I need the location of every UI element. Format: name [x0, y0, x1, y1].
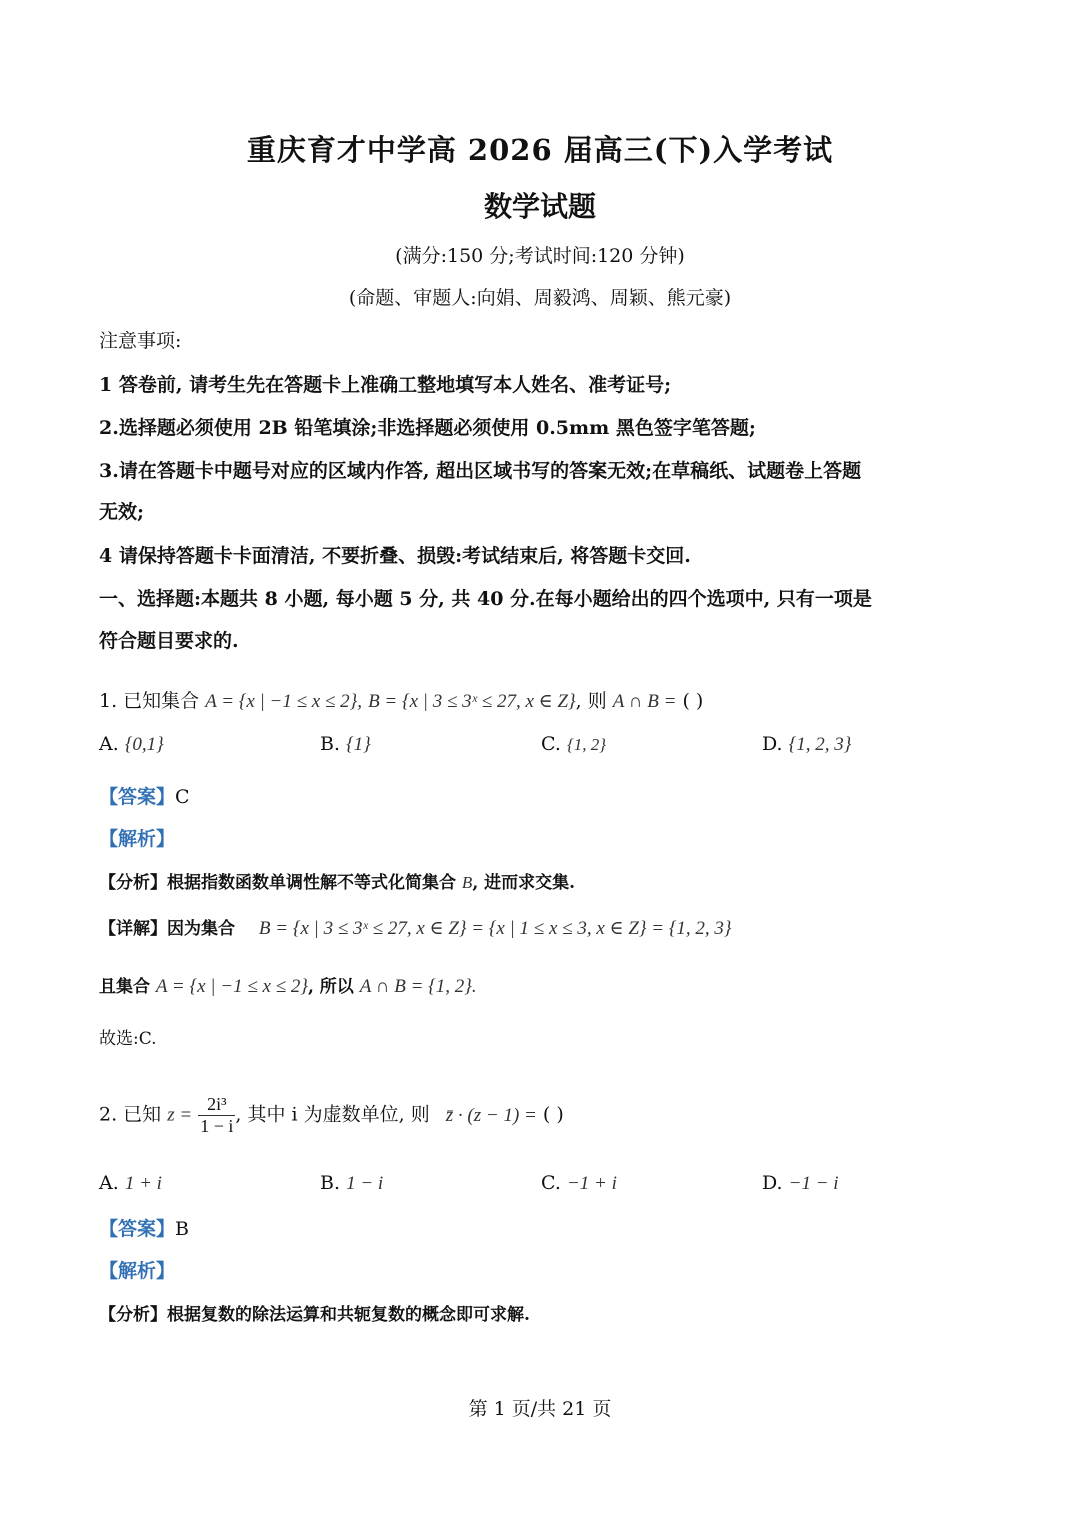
question-2-stem: [99, 1094, 979, 1137]
suoyi-text: , 所以: [307, 977, 354, 997]
question-2-fraction: [198, 1094, 235, 1137]
notice-item-3-cont: 无效;: [99, 501, 145, 523]
question-2-option-d: [762, 1172, 839, 1195]
notice-item-1: 1 答卷前, 请考生先在答题卡上准确工整地填写本人姓名、准考证号;: [99, 374, 672, 396]
question-2-expr: z̄ · (z − 1) =: [445, 1104, 537, 1126]
question-2-blank: ( ): [542, 1103, 564, 1126]
question-2-fenxi: [99, 1300, 979, 1325]
fenxi-text-end: , 进而求交集.: [472, 873, 576, 893]
question-2-z-eq: z =: [167, 1104, 193, 1126]
question-1-analysis-heading: [99, 824, 979, 851]
fenxi-var: B: [461, 873, 473, 892]
option-label: D.: [762, 1172, 783, 1194]
question-2-option-c: [541, 1172, 617, 1195]
answer-value: C: [175, 786, 190, 808]
exam-title: 重庆育才中学高 2026 届高三(下)入学考试: [246, 133, 834, 167]
question-2-analysis-heading: [99, 1256, 979, 1283]
question-1-xiangjie: [99, 914, 979, 940]
section-1-heading-cont: 符合题目要求的.: [99, 630, 239, 652]
page-footer: 第 1 页/共 21 页: [468, 1398, 612, 1420]
xiangjie-text: 因为集合: [167, 919, 235, 939]
exam-authors: (命题、审题人:向娟、周毅鸿、周颖、熊元豪): [348, 287, 732, 309]
question-1-answer: [99, 782, 979, 809]
qie-math: A = {x | −1 ≤ x ≤ 2}: [155, 976, 308, 997]
question-1-expr: A ∩ B =: [612, 691, 677, 712]
suoyi-math: A ∩ B = {1, 2}.: [359, 976, 477, 997]
notice-item-2: 2.选择题必须使用 2B 铅笔填涂;非选择题必须使用 0.5mm 黑色签字笔答题;: [99, 417, 756, 439]
question-1-conclusion: 故选:C.: [99, 1029, 157, 1049]
option-value: −1 + i: [566, 1173, 617, 1194]
option-value: {1, 2}: [566, 735, 607, 754]
option-value: 1 − i: [346, 1173, 384, 1194]
answer-value: B: [175, 1218, 189, 1240]
xiangjie-tag: 【详解】: [99, 919, 167, 939]
question-1-then: , 则: [575, 690, 607, 712]
option-label: B.: [320, 733, 341, 755]
notice-heading: 注意事项:: [99, 330, 182, 352]
option-value: {0,1}: [124, 734, 164, 755]
question-1-separator: ,: [357, 691, 363, 712]
question-2-answer: [99, 1214, 979, 1241]
option-label: C.: [541, 733, 561, 755]
question-1-fenxi: [99, 868, 979, 893]
fenxi-tag: 【分析】: [99, 873, 167, 893]
fenxi-text: 根据指数函数单调性解不等式化简集合: [167, 873, 456, 893]
question-1-stem: [99, 686, 979, 713]
answer-tag: 【答案】: [99, 786, 176, 808]
section-1-heading: 一、选择题:本题共 8 小题, 每小题 5 分, 共 40 分.在每小题给出的四个选项中, 只有一项是: [99, 588, 872, 610]
question-2-prefix: 2. 已知: [99, 1103, 162, 1126]
question-1-set-b: B = {x | 3 ≤ 3ˣ ≤ 27, x ∈ Z}: [368, 691, 576, 712]
analysis-tag: 【解析】: [99, 828, 176, 850]
option-label: D.: [762, 733, 783, 755]
exam-score-time: (满分:150 分;考试时间:120 分钟): [395, 245, 685, 267]
answer-tag: 【答案】: [99, 1218, 176, 1240]
option-value: {1, 2, 3}: [788, 734, 852, 755]
option-label: A.: [99, 733, 119, 755]
notice-item-3: 3.请在答题卡中题号对应的区域内作答, 超出区域书写的答案无效;在草稿纸、试题卷上答题: [99, 460, 862, 482]
question-1-prefix: 1. 已知集合: [99, 690, 200, 712]
question-2-option-a: [99, 1172, 162, 1195]
question-2-mid: , 其中 i 为虚数单位, 则: [235, 1103, 430, 1126]
question-1-blank: ( ): [682, 690, 704, 712]
question-1-option-b: [320, 733, 371, 756]
fenxi-tag: 【分析】: [99, 1305, 167, 1325]
question-1-option-a: [99, 733, 164, 756]
question-1-set-a: A = {x | −1 ≤ x ≤ 2}: [205, 691, 358, 712]
qie-text: 且集合: [99, 977, 150, 997]
option-value: {1}: [346, 734, 371, 755]
fraction-numerator: 2i³: [198, 1094, 235, 1116]
question-1-option-c: [541, 733, 606, 755]
notice-item-4: 4 请保持答题卡卡面清洁, 不要折叠、损毁:考试结束后, 将答题卡交回.: [99, 545, 691, 567]
question-1-qie: [99, 972, 979, 998]
question-2-option-b: [320, 1172, 383, 1195]
option-label: C.: [541, 1172, 561, 1194]
option-value: −1 − i: [788, 1173, 839, 1194]
option-value: 1 + i: [124, 1173, 162, 1194]
fenxi-text: 根据复数的除法运算和共轭复数的概念即可求解.: [167, 1305, 530, 1325]
exam-subtitle: 数学试题: [483, 190, 596, 223]
question-1-option-d: [762, 733, 851, 756]
fraction-denominator: 1 − i: [200, 1116, 234, 1136]
xiangjie-math: B = {x | 3 ≤ 3ˣ ≤ 27, x ∈ Z} = {x | 1 ≤ x ≤ 3, x ∈ Z} = {1, 2, 3}: [258, 918, 732, 939]
analysis-tag: 【解析】: [99, 1260, 176, 1282]
option-label: A.: [99, 1172, 119, 1194]
option-label: B.: [320, 1172, 341, 1194]
